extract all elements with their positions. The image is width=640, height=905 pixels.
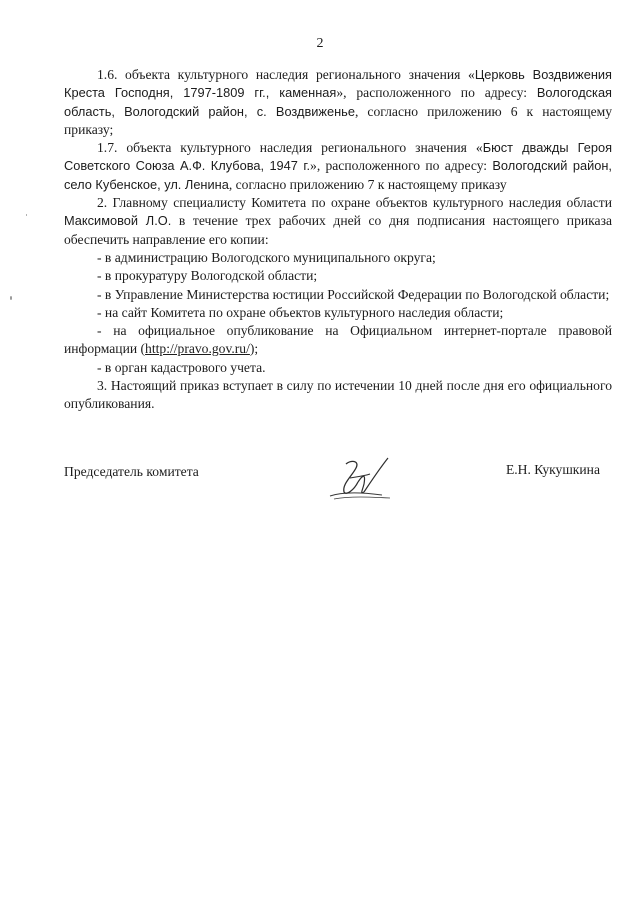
signer-title: Председатель комитета bbox=[64, 464, 199, 479]
paragraph-item-3 bbox=[64, 377, 612, 414]
person-name-run: Максимовой Л.О. bbox=[64, 213, 172, 229]
text-run: - в прокуратуру Вологодской области; bbox=[97, 268, 318, 284]
text-run: - в администрацию Вологодского муниципального округа; bbox=[97, 249, 436, 265]
paragraph-item-2-c bbox=[64, 286, 612, 304]
text-run: 1.6. объекта культурного наследия регионального значения « bbox=[97, 67, 475, 82]
address-run: Вологодская область, Вологодский район, с. Воздвиженье bbox=[64, 85, 612, 119]
paragraph-item-1-6 bbox=[64, 66, 612, 139]
object-name-run: Церковь Воздвижения Креста Господня, 1797-1809 гг., каменная bbox=[64, 67, 612, 101]
text-run: - на сайт Комитета по охране объектов культурного наследия области; bbox=[97, 304, 504, 320]
paragraph-item-2-a bbox=[64, 249, 612, 267]
paragraph-item-2-f bbox=[64, 359, 612, 377]
text-run: - на официальное опубликование на Официальном интернет-портале правовой информации ( bbox=[64, 323, 612, 357]
paragraph-item-2-d bbox=[64, 304, 612, 322]
text-run: в течение трех рабочих дней со дня подписания настоящего приказа обеспечить направление его копии: bbox=[64, 213, 612, 247]
text-run: , согласно приложению 7 к настоящему приказу bbox=[228, 176, 507, 192]
paragraph-item-2-e bbox=[64, 322, 612, 359]
object-name-run: Бюст дважды Героя Советского Союза А.Ф. Клубова, 1947 г. bbox=[64, 140, 613, 174]
text-run: ); bbox=[249, 341, 259, 357]
text-run: , согласно приложению 6 к настоящему приказу; bbox=[64, 103, 612, 137]
page-number: 2 bbox=[316, 36, 324, 51]
text-run: », расположенного по адресу: bbox=[310, 158, 493, 174]
signer-name: Е.Н. Кукушкина bbox=[505, 462, 600, 477]
text-run: 1.7. объекта культурного наследия регионального значения « bbox=[97, 140, 483, 156]
text-run: - в орган кадастрового учета. bbox=[97, 359, 266, 375]
paragraph-item-2-b bbox=[64, 267, 612, 285]
text-run: - в Управление Министерства юстиции Российской Федерации по Вологодской области; bbox=[97, 286, 610, 302]
scan-speck bbox=[10, 296, 12, 300]
text-run: 2. Главному специалисту Комитета по охране объектов культурного наследия области bbox=[97, 195, 612, 211]
signature-block bbox=[64, 462, 612, 512]
paragraph-item-1-7 bbox=[64, 139, 612, 194]
text-run: 3. Настоящий приказ вступает в силу по истечении 10 дней после дня его официального опубликования. bbox=[64, 378, 612, 412]
document-body bbox=[64, 66, 612, 414]
scan-speck bbox=[26, 214, 27, 216]
address-run: Вологодский район, село Кубенское, ул. Ленина bbox=[64, 158, 612, 192]
text-run: », расположенного по адресу: bbox=[336, 85, 537, 101]
handwritten-signature bbox=[320, 452, 410, 502]
pravo-gov-link[interactable]: http://pravo.gov.ru/ bbox=[145, 341, 250, 357]
paragraph-item-2 bbox=[64, 194, 612, 249]
